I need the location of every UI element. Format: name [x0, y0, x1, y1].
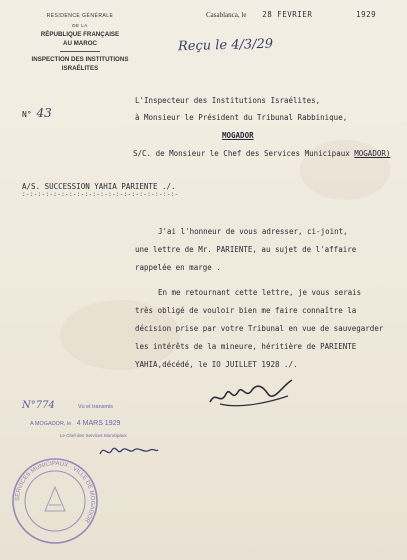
- via-prefix: S/C. de Monsieur le Chef des Services Municipaux: [133, 149, 350, 158]
- letterhead: [22, 12, 138, 73]
- subject-dash: :-:-:-:-:-:-:-:-:-:-:-:-:-:-:-:-:-:-:-:-: [22, 191, 179, 198]
- letterhead-line: DE LA: [72, 23, 88, 28]
- body-line: J'ai l'honneur de vous adresser, ci-joint,: [158, 227, 348, 236]
- body-line: rappelée en marge .: [135, 263, 221, 272]
- stamp-title: Le Chef des Services Municipaux: [60, 433, 127, 438]
- letterhead-line: INSPECTION DES INSTITUTIONS: [31, 56, 129, 63]
- body-line: une lettre de Mr. PARIENTE, au sujet de l'affaire: [135, 245, 357, 254]
- sender: L'Inspecteur des Institutions Israélites,: [135, 96, 321, 105]
- body-line: En me retournant cette lettre, je vous serais: [158, 288, 362, 297]
- via-city: MOGADOR): [354, 149, 391, 158]
- letterhead-line: RÉPUBLIQUE FRANÇAISE: [40, 31, 120, 38]
- letterhead-rule: [60, 51, 100, 52]
- received-note: Reçu le 4/3/29: [177, 36, 274, 55]
- stamp-ring-text: SERVICES MUNICIPAUX · VILLE DE MOGADOR: [14, 460, 96, 524]
- year: 1929: [356, 10, 377, 19]
- letterhead-line: RÉSIDENCE GÉNÉRALE: [46, 13, 114, 19]
- signature: [206, 372, 298, 412]
- place: Casablanca, le: [206, 11, 247, 19]
- number-value: 43: [36, 106, 52, 120]
- recipient: à Monsieur le Président du Tribunal Rabbinique,: [135, 113, 348, 122]
- letterhead-line: AU MAROC: [62, 40, 98, 47]
- stamp-received: Vu et transmis: [78, 404, 113, 410]
- date: 28 FEVRIER: [262, 10, 313, 19]
- stamp-location-label: A MOGADOR, le: [30, 421, 72, 427]
- body-line: YAHIA,décédé, le IO JUILLET 1928 ./.: [135, 360, 298, 369]
- body-line: très obligé de vouloir bien me faire connaître la: [135, 306, 357, 315]
- official-stamp: [9, 455, 101, 547]
- stamp-reg-no: N°774: [22, 400, 55, 411]
- stamp-location: [30, 420, 120, 427]
- via-line: [133, 149, 390, 158]
- subject: A/S. SUCCESSION YAHIA PARIENTE ./.: [22, 182, 176, 191]
- reference-number: [22, 106, 52, 120]
- place-date: [206, 10, 376, 19]
- recipient-city: MOGADOR: [222, 131, 254, 140]
- body-line: décision prise par votre Tribunal en vue de sauvegarder: [135, 324, 384, 333]
- stamp-signature: [98, 440, 160, 462]
- stamp-date: 4 MARS 1929: [76, 420, 121, 427]
- body-line: les intérêts de la mineure, héritière de PARIENTE: [135, 342, 357, 351]
- letterhead-line: ISRAÉLITES: [61, 65, 99, 72]
- number-label: N°: [22, 110, 32, 119]
